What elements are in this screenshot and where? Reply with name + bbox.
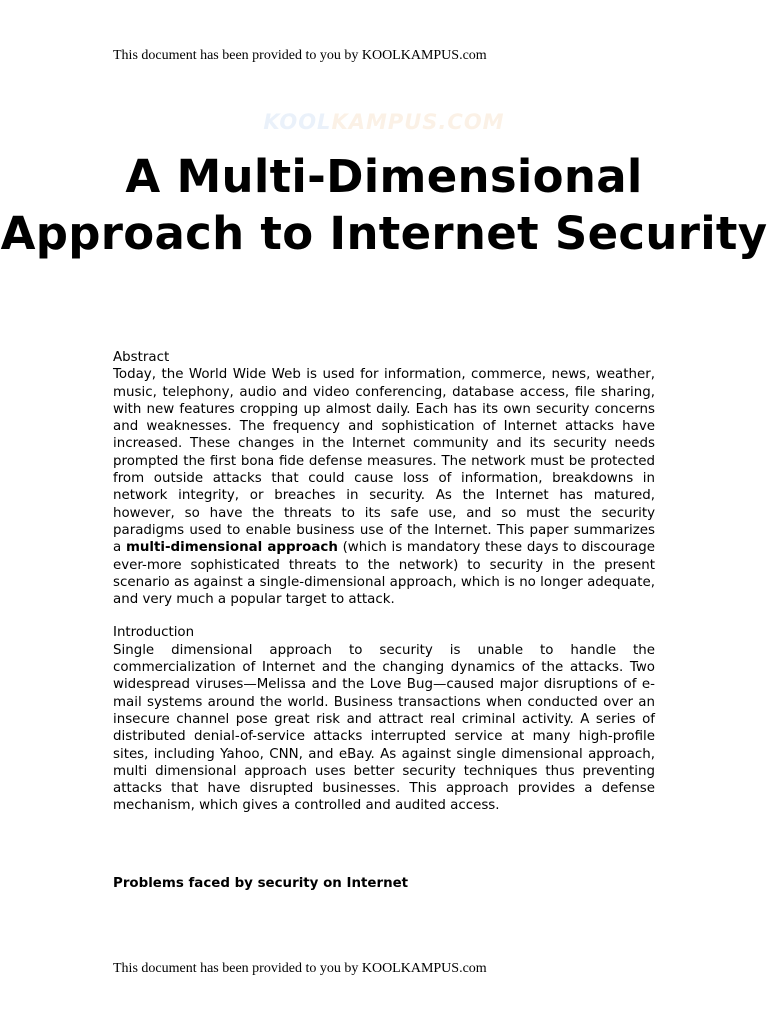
document-title: A Multi-Dimensional Approach to Internet Security [0, 150, 768, 260]
watermark-logo [0, 110, 768, 134]
page-footer: This document has been provided to you by KOOLKAMPUS.com [113, 961, 487, 976]
abstract-text-before: Today, the World Wide Web is used for information, commerce, news, weather, music, telephony, audio and video conferencing, database access, file sharing, with new features cropping up almost daily. Each has its own security concerns and weaknesses. The frequency and sophistication of Internet attacks have increased. These changes in the Internet community and its security needs prompted the first bona fide defense measures. The network must be protected from outside attacks that could cause loss of information, breakdowns in network integrity, or breaches in security. As the Internet has matured, however, so have the threats to its safe use, and so must the security paradigms used to enable business use of the Internet. This paper summarizes a [113, 367, 655, 556]
problems-heading: Problems faced by security on Internet [113, 875, 409, 891]
abstract-emphasis: multi-dimensional approach [125, 540, 338, 556]
watermark-part-2: KAMPUS.COM [331, 110, 505, 134]
abstract-paragraph [113, 366, 655, 608]
page-header: This document has been provided to you by KOOLKAMPUS.com [113, 48, 487, 63]
introduction-paragraph: Single dimensional approach to security is unable to handle the commercialization of Internet and the changing dynamics of the attacks. Two widespread viruses—Melissa and the Love Bug—caused major disruptions of e-mail systems around the world. Business transactions when conducted over an insecure channel pose great risk and attract real criminal activity. A series of distributed denial-of-service attacks interrupted service at many high-profile sites, including Yahoo, CNN, and eBay. As against single dimensional approach, multi dimensional approach uses better security techniques thus preventing attacks that have disrupted businesses. This approach provides a defense mechanism, which gives a controlled and audited access. [113, 642, 655, 814]
introduction-heading: Introduction [113, 625, 195, 641]
watermark-part-1: KOOL [263, 110, 332, 134]
document-body [113, 349, 655, 892]
abstract-text-after: (which is mandatory these days to discourage ever-more sophisticated threats to the network) to security in the present scenario as against a single-dimensional approach, which is no longer adequate, and very much a popular target to attack. [113, 540, 655, 608]
abstract-heading: Abstract [113, 350, 170, 365]
